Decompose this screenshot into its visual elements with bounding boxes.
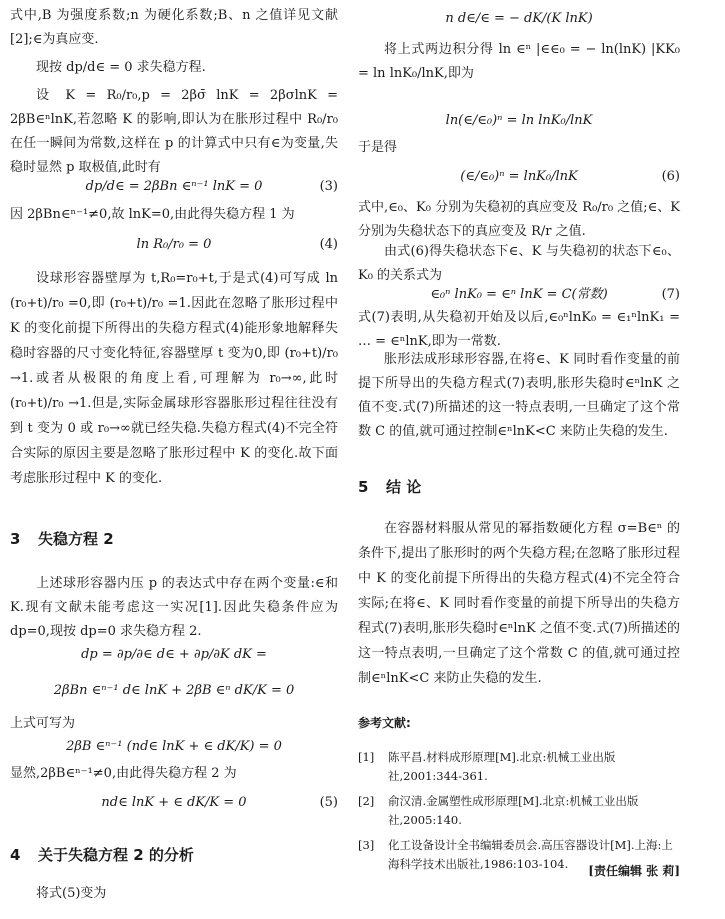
equation-4: ln R₀/r₀ = 0 (4) [10,232,338,258]
paragraph-14: 式(7)表明,从失稳初开始及以后,∈₀ⁿlnK₀ = ∈₁ⁿlnK₁ = … = ∈ⁿlnK,即为一常数. [358,310,680,349]
paragraph-12: 式中,∈₀、K₀ 分别为失稳初的真应变及 R₀/r₀ 之值;∈、K 分别为失稳状态下的真应变及 R/r 之值. [358,200,680,239]
reference-text: 俞汉清.金属塑性成形原理[M].北京:机械工业出版社,2005:140. [388,794,639,827]
paragraph-4: 因 2βBn∈ⁿ⁻¹≠0,故 lnK=0,由此得失稳方程 1 为 [10,207,295,222]
equation-dp-expansion: dp = ∂p/∂∈ d∈ + ∂p/∂K dK = [81,647,267,662]
paragraph-8: 显然,2βB∈ⁿ⁻¹≠0,由此得失稳方程 2 为 [10,766,237,781]
equation-6-number: (6) [661,169,680,184]
paragraph-6: 上述球形容器内压 p 的表达式中存在两个变量:∈和 K.现有文献未能考虑这一实况[1].因此失稳条件应为 dp=0,现按 dp=0 求失稳方程 2. [10,576,338,639]
equation-rewritten: 2βB ∈ⁿ⁻¹ (nd∈ lnK + ∈ dK/K) = 0 [66,739,282,754]
equation-7-number: (7) [661,287,680,302]
reference-tag: [2] [358,794,375,808]
paragraph-16: 在容器材料服从常见的幂指数硬化方程 σ=B∈ⁿ 的条件下,提出了胀形时的两个失稳方程;在忽略了胀形过程中 K 的变化前提下所得出的失稳方程式(4)不完全符合实际;在将∈、K 同时看作变量的前提下所导出的失稳方程式(7)表明,胀形失稳时∈ⁿlnK 之值不变.式(7)所描述的这一特点表明,一旦确定了这个常数 C 的值,就可通过控制∈ⁿlnK<C 来防止失稳的发生. [358,521,680,686]
paragraph-13: 由式(6)得失稳状态下∈、K 与失稳初的状态下∈₀、K₀ 的关系式为 [358,244,680,283]
editor-note: [责任编辑 张 莉] [588,864,680,878]
reference-tag: [3] [358,838,375,852]
paragraph-9: 将式(5)变为 [36,886,107,901]
equation-separated: n d∈/∈ = − dK/(K lnK) [445,11,593,26]
equation-4-number: (4) [319,237,338,252]
equation-5-number: (5) [319,795,338,810]
equation-integrated: ln(∈/∈₀)ⁿ = ln lnK₀/lnK [445,113,593,128]
equation-6: (∈/∈₀)ⁿ = lnK₀/lnK (6) [358,164,680,190]
references-heading: 参考文献: [358,716,411,730]
paragraph-2: 现按 dp/d∈ = 0 求失稳方程. [36,60,206,75]
section-4-heading: 4 关于失稳方程 2 的分析 [10,846,194,864]
equation-3-number: (3) [319,179,338,194]
paragraph-15: 胀形法成形球形容器,在将∈、K 同时看作变量的前提下所导出的失稳方程式(7)表明,胀形失稳时∈ⁿlnK 之值不变.式(7)所描述的这一特点表明,一旦确定了这个常数 C 的值,就可通过控制∈ⁿlnK<C 来防止失稳的发生. [358,352,680,439]
equation-3: dp/d∈ = 2βBn ∈ⁿ⁻¹ lnK = 0 (3) [10,174,338,200]
paragraph-11: 于是得 [358,140,398,155]
paragraph-5: 设球形容器壁厚为 t,R₀=r₀+t,于是式(4)可写成 ln (r₀+t)/r₀ =0,即 (r₀+t)/r₀ =1.因此在忽略了胀形过程中 K 的变化前提下所得出的失稳方程式(4)能形象地解释失稳时容器的尺寸变化特征,容器壁厚 t 变为0,即 (r₀+t)/r₀ →1.或者从极限的角度上看,可理解为 r₀→∞,此时 (r₀+t)/r₀ →1.但是,实际金属球形容器胀形过程往往没有到 t 变为 0 或 r₀→∞就已经失稳.失稳方程式(4)不完全符合实际的原因主要是忽略了胀形过程中 K 的变化.故下面考虑胀形过程中 K 的变化. [10,271,338,486]
equation-5: nd∈ lnK + ∈ dK/K = 0 (5) [10,790,338,816]
equation-7: ∈₀ⁿ lnK₀ = ∈ⁿ lnK = C(常数) (7) [358,282,680,308]
reference-item [358,748,680,786]
reference-text: 陈平昌.材料成形原理[M].北京:机械工业出版社,2001:344-361. [388,750,616,783]
reference-item [358,792,680,830]
paragraph-7: 上式可写为 [10,716,76,731]
reference-tag: [1] [358,750,375,764]
reference-text: 化工设备设计全书编辑委员会.高压容器设计[M].上海:上海科学技术出版社,1986:103-104. [388,838,673,871]
section-5-heading: 5 结 论 [358,478,422,496]
references-list [358,748,680,880]
equation-dp-result: 2βBn ∈ⁿ⁻¹ d∈ lnK + 2βB ∈ⁿ dK/K = 0 [53,683,295,698]
paragraph-10: 将上式两边积分得 ln ∈ⁿ |∈∈₀ = − ln(lnK) |KK₀ = ln lnK₀/lnK,即为 [358,42,680,81]
paragraph-1: 式中,B 为强度系数;n 为硬化系数;B、n 之值详见文献[2];∈为真应变. [10,8,338,47]
paragraph-3: 设 K = R₀/r₀,p = 2βσ̄ lnK = 2βσlnK = 2βB∈ⁿlnK,若忽略 K 的影响,即认为在胀形过程中 R₀/r₀ 在任一瞬间为常数,这样在 p 的计算式中只有∈为变量,失稳时显然 p 取极值,此时有 [10,88,338,175]
section-3-heading: 3 失稳方程 2 [10,530,114,548]
